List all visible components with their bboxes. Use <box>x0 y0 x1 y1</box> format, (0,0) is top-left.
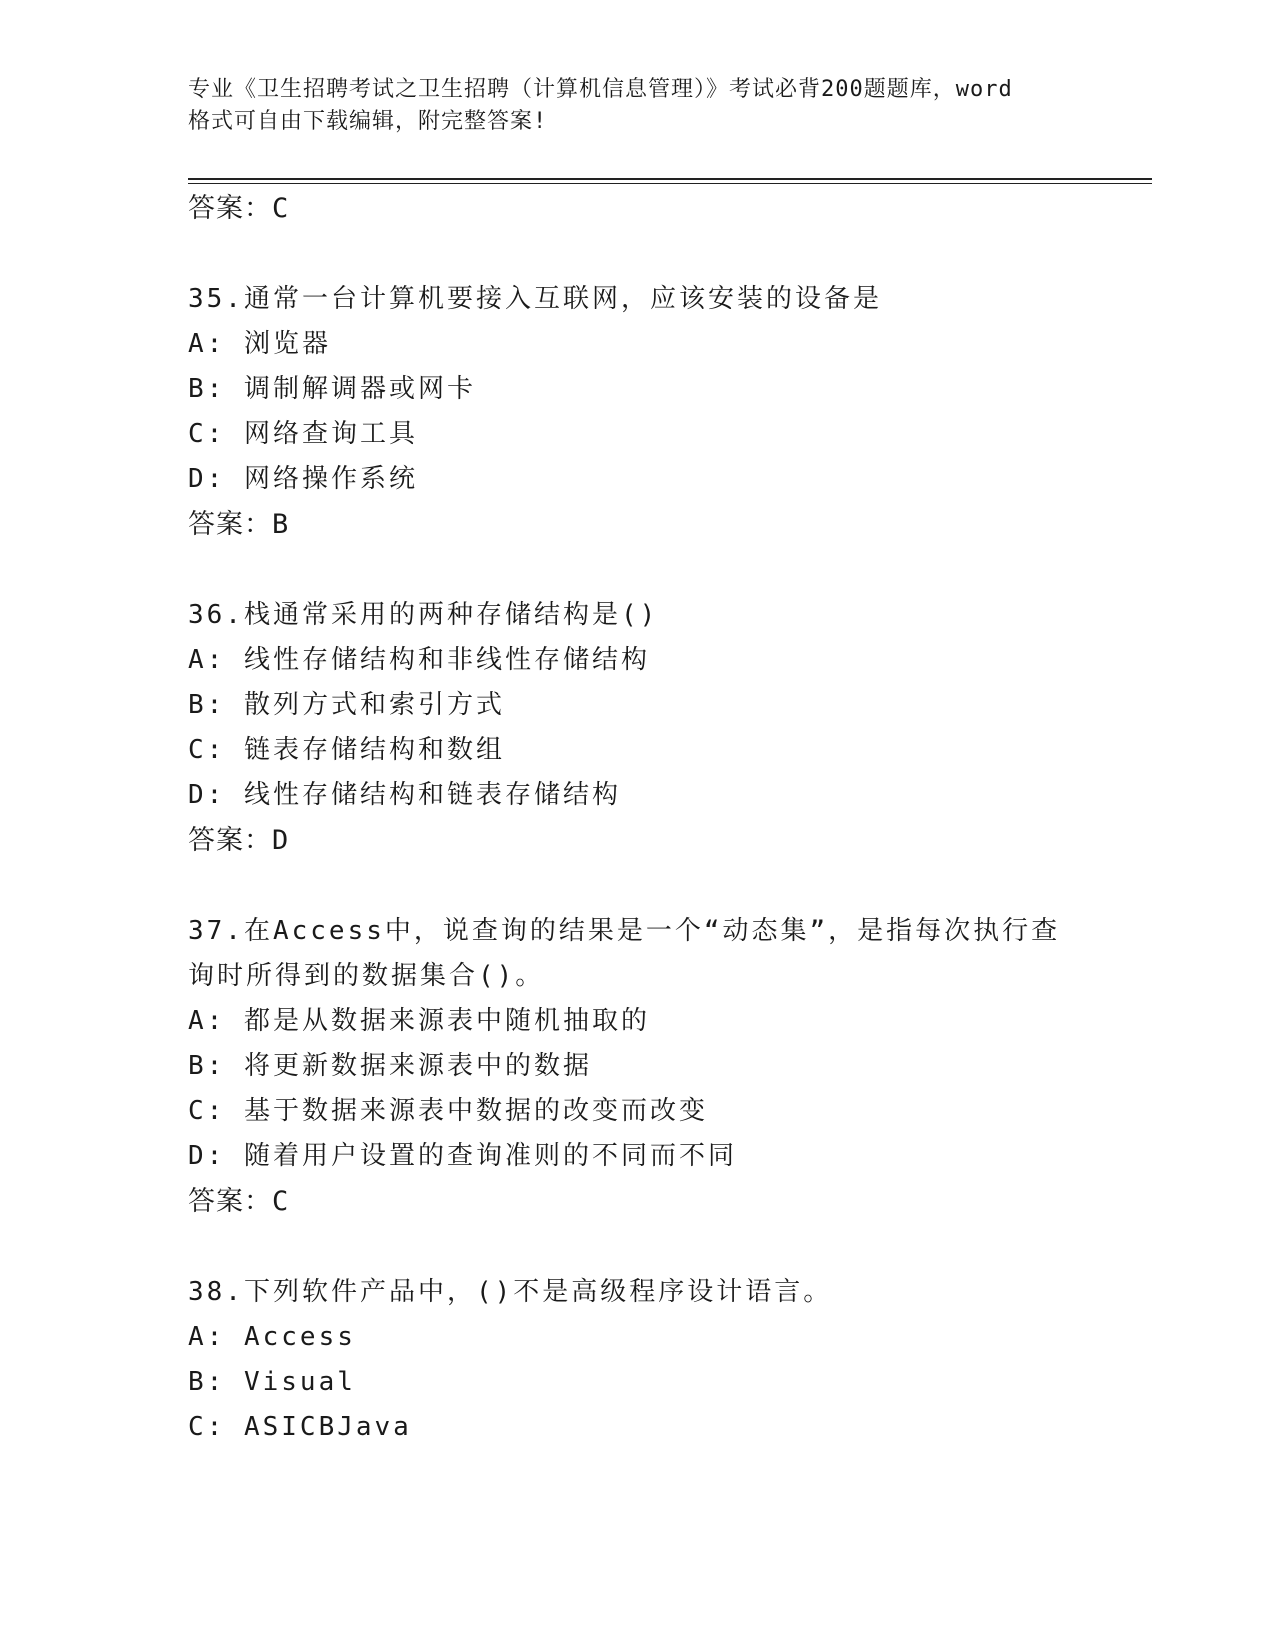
option-c: C: ASICBJava <box>188 1412 412 1442</box>
option-a: A: 浏览器 <box>188 329 331 359</box>
header-line-2: 格式可自由下载编辑，附完整答案! <box>188 109 548 134</box>
option-a: A: 线性存储结构和非线性存储结构 <box>188 645 650 675</box>
option-c: C: 网络查询工具 <box>188 419 418 449</box>
option-d: D: 线性存储结构和链表存储结构 <box>188 780 621 810</box>
answer-line: 答案：C <box>188 1186 290 1217</box>
question-text: 35.通常一台计算机要接入互联网，应该安装的设备是 <box>188 284 882 314</box>
option-a: A: 都是从数据来源表中随机抽取的 <box>188 1006 650 1036</box>
option-b: B: 调制解调器或网卡 <box>188 374 476 404</box>
option-a: A: Access <box>188 1322 356 1352</box>
option-c: C: 基于数据来源表中数据的改变而改变 <box>188 1096 708 1126</box>
answer-line: 答案：D <box>188 825 290 856</box>
document-body <box>188 186 1088 1450</box>
option-b: B: 将更新数据来源表中的数据 <box>188 1051 592 1081</box>
question-37 <box>188 909 1088 1225</box>
option-b: B: 散列方式和索引方式 <box>188 690 505 720</box>
option-b: B: Visual <box>188 1367 356 1397</box>
question-38 <box>188 1270 1088 1450</box>
option-c: C: 链表存储结构和数组 <box>188 735 505 765</box>
question-text-line-1: 37.在Access中，说查询的结果是一个“动态集”，是指每次执行查 <box>188 916 1061 946</box>
question-36 <box>188 593 1088 864</box>
question-text-line-2: 询时所得到的数据集合()。 <box>188 961 545 991</box>
header-line-1: 专业《卫生招聘考试之卫生招聘（计算机信息管理）》考试必背200题题库，word <box>188 77 1013 102</box>
option-d: D: 随着用户设置的查询准则的不同而不同 <box>188 1141 737 1171</box>
question-text: 38.下列软件产品中，()不是高级程序设计语言。 <box>188 1277 833 1307</box>
document-header <box>188 74 1088 138</box>
answer-line: 答案：C <box>188 193 290 224</box>
answer-line: 答案：B <box>188 509 290 540</box>
option-d: D: 网络操作系统 <box>188 464 418 494</box>
question-35 <box>188 277 1088 548</box>
header-divider-thin <box>188 183 1152 184</box>
header-divider <box>188 178 1152 180</box>
question-text: 36.栈通常采用的两种存储结构是() <box>188 600 659 630</box>
